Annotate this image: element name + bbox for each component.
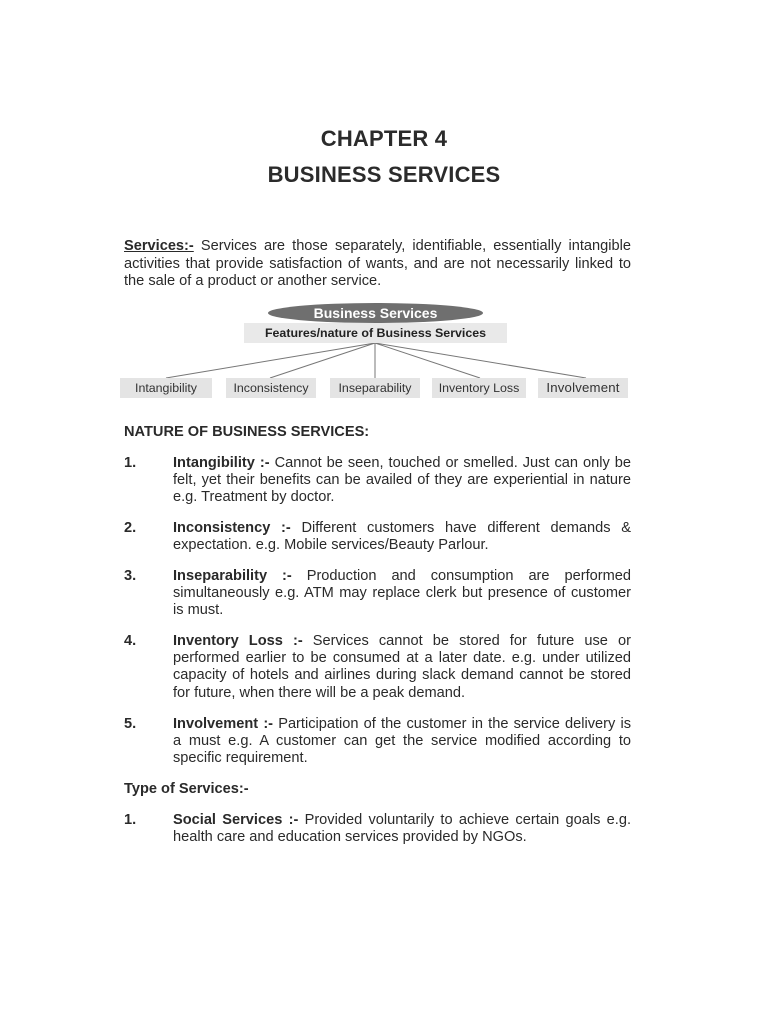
diagram-node-involvement: Involvement	[538, 378, 628, 398]
nature-heading: NATURE OF BUSINESS SERVICES:	[124, 424, 370, 440]
services-definition	[124, 238, 631, 291]
item-text: Production and consumption are performed simultaneously e.g. ATM may replace clerk but presence of customer is must.	[173, 568, 631, 619]
diagram-node-inconsistency: Inconsistency	[226, 378, 316, 398]
diagram-subtitle: Features/nature of Business Services	[244, 323, 507, 343]
item-number: 1.	[124, 812, 137, 828]
item-term: Intangibility :-	[173, 455, 270, 471]
diagram-node-inventory-loss: Inventory Loss	[432, 378, 526, 398]
types-heading: Type of Services:-	[124, 781, 249, 797]
item-number: 3.	[124, 568, 137, 584]
chapter-number: CHAPTER 4	[320, 126, 448, 151]
connector-line	[375, 343, 480, 378]
item-text: Cannot be seen, touched or smelled. Just can only be felt, yet their benefits can be availed of they are experiential in nature e.g. Treatment by doctor.	[173, 455, 631, 506]
features-diagram	[118, 300, 638, 410]
connector-line	[270, 343, 375, 378]
item-number: 1.	[124, 455, 137, 471]
item-number: 2.	[124, 520, 137, 536]
diagram-node-inseparability: Inseparability	[330, 378, 420, 398]
item-text: Services cannot be stored for future use or performed earlier to be consumed at a later date. e.g. under utilized capacity of hotels and airlines during slack demand cannot be stored for future, when there will be a peak demand.	[173, 633, 631, 701]
chapter-title: BUSINESS SERVICES	[267, 162, 501, 187]
connector-line	[375, 343, 586, 378]
definition-term: Services:-	[124, 238, 194, 254]
item-number: 5.	[124, 716, 137, 732]
item-term: Inventory Loss :-	[173, 633, 303, 649]
diagram-root: Business Services	[268, 303, 483, 323]
item-term: Inconsistency :-	[173, 520, 291, 536]
item-term: Involvement :-	[173, 716, 274, 732]
item-number: 4.	[124, 633, 137, 649]
item-term: Inseparability :-	[173, 568, 292, 584]
definition-text: Services are those separately, identifiable, essentially intangible activities that provide satisfaction of wants, and are not necessarily linked to the sale of a product or another service.	[124, 238, 631, 290]
diagram-node-intangibility: Intangibility	[120, 378, 212, 398]
item-text: Participation of the customer in the service delivery is a must e.g. A customer can get the service modified according to specific requirement.	[173, 716, 631, 767]
item-text: Different customers have different demands & expectation. e.g. Mobile services/Beauty Parlour.	[173, 520, 631, 554]
connector-line	[166, 343, 375, 378]
item-text: Provided voluntarily to achieve certain goals e.g. health care and education services provided by NGOs.	[173, 812, 632, 846]
item-term: Social Services :-	[173, 812, 299, 828]
